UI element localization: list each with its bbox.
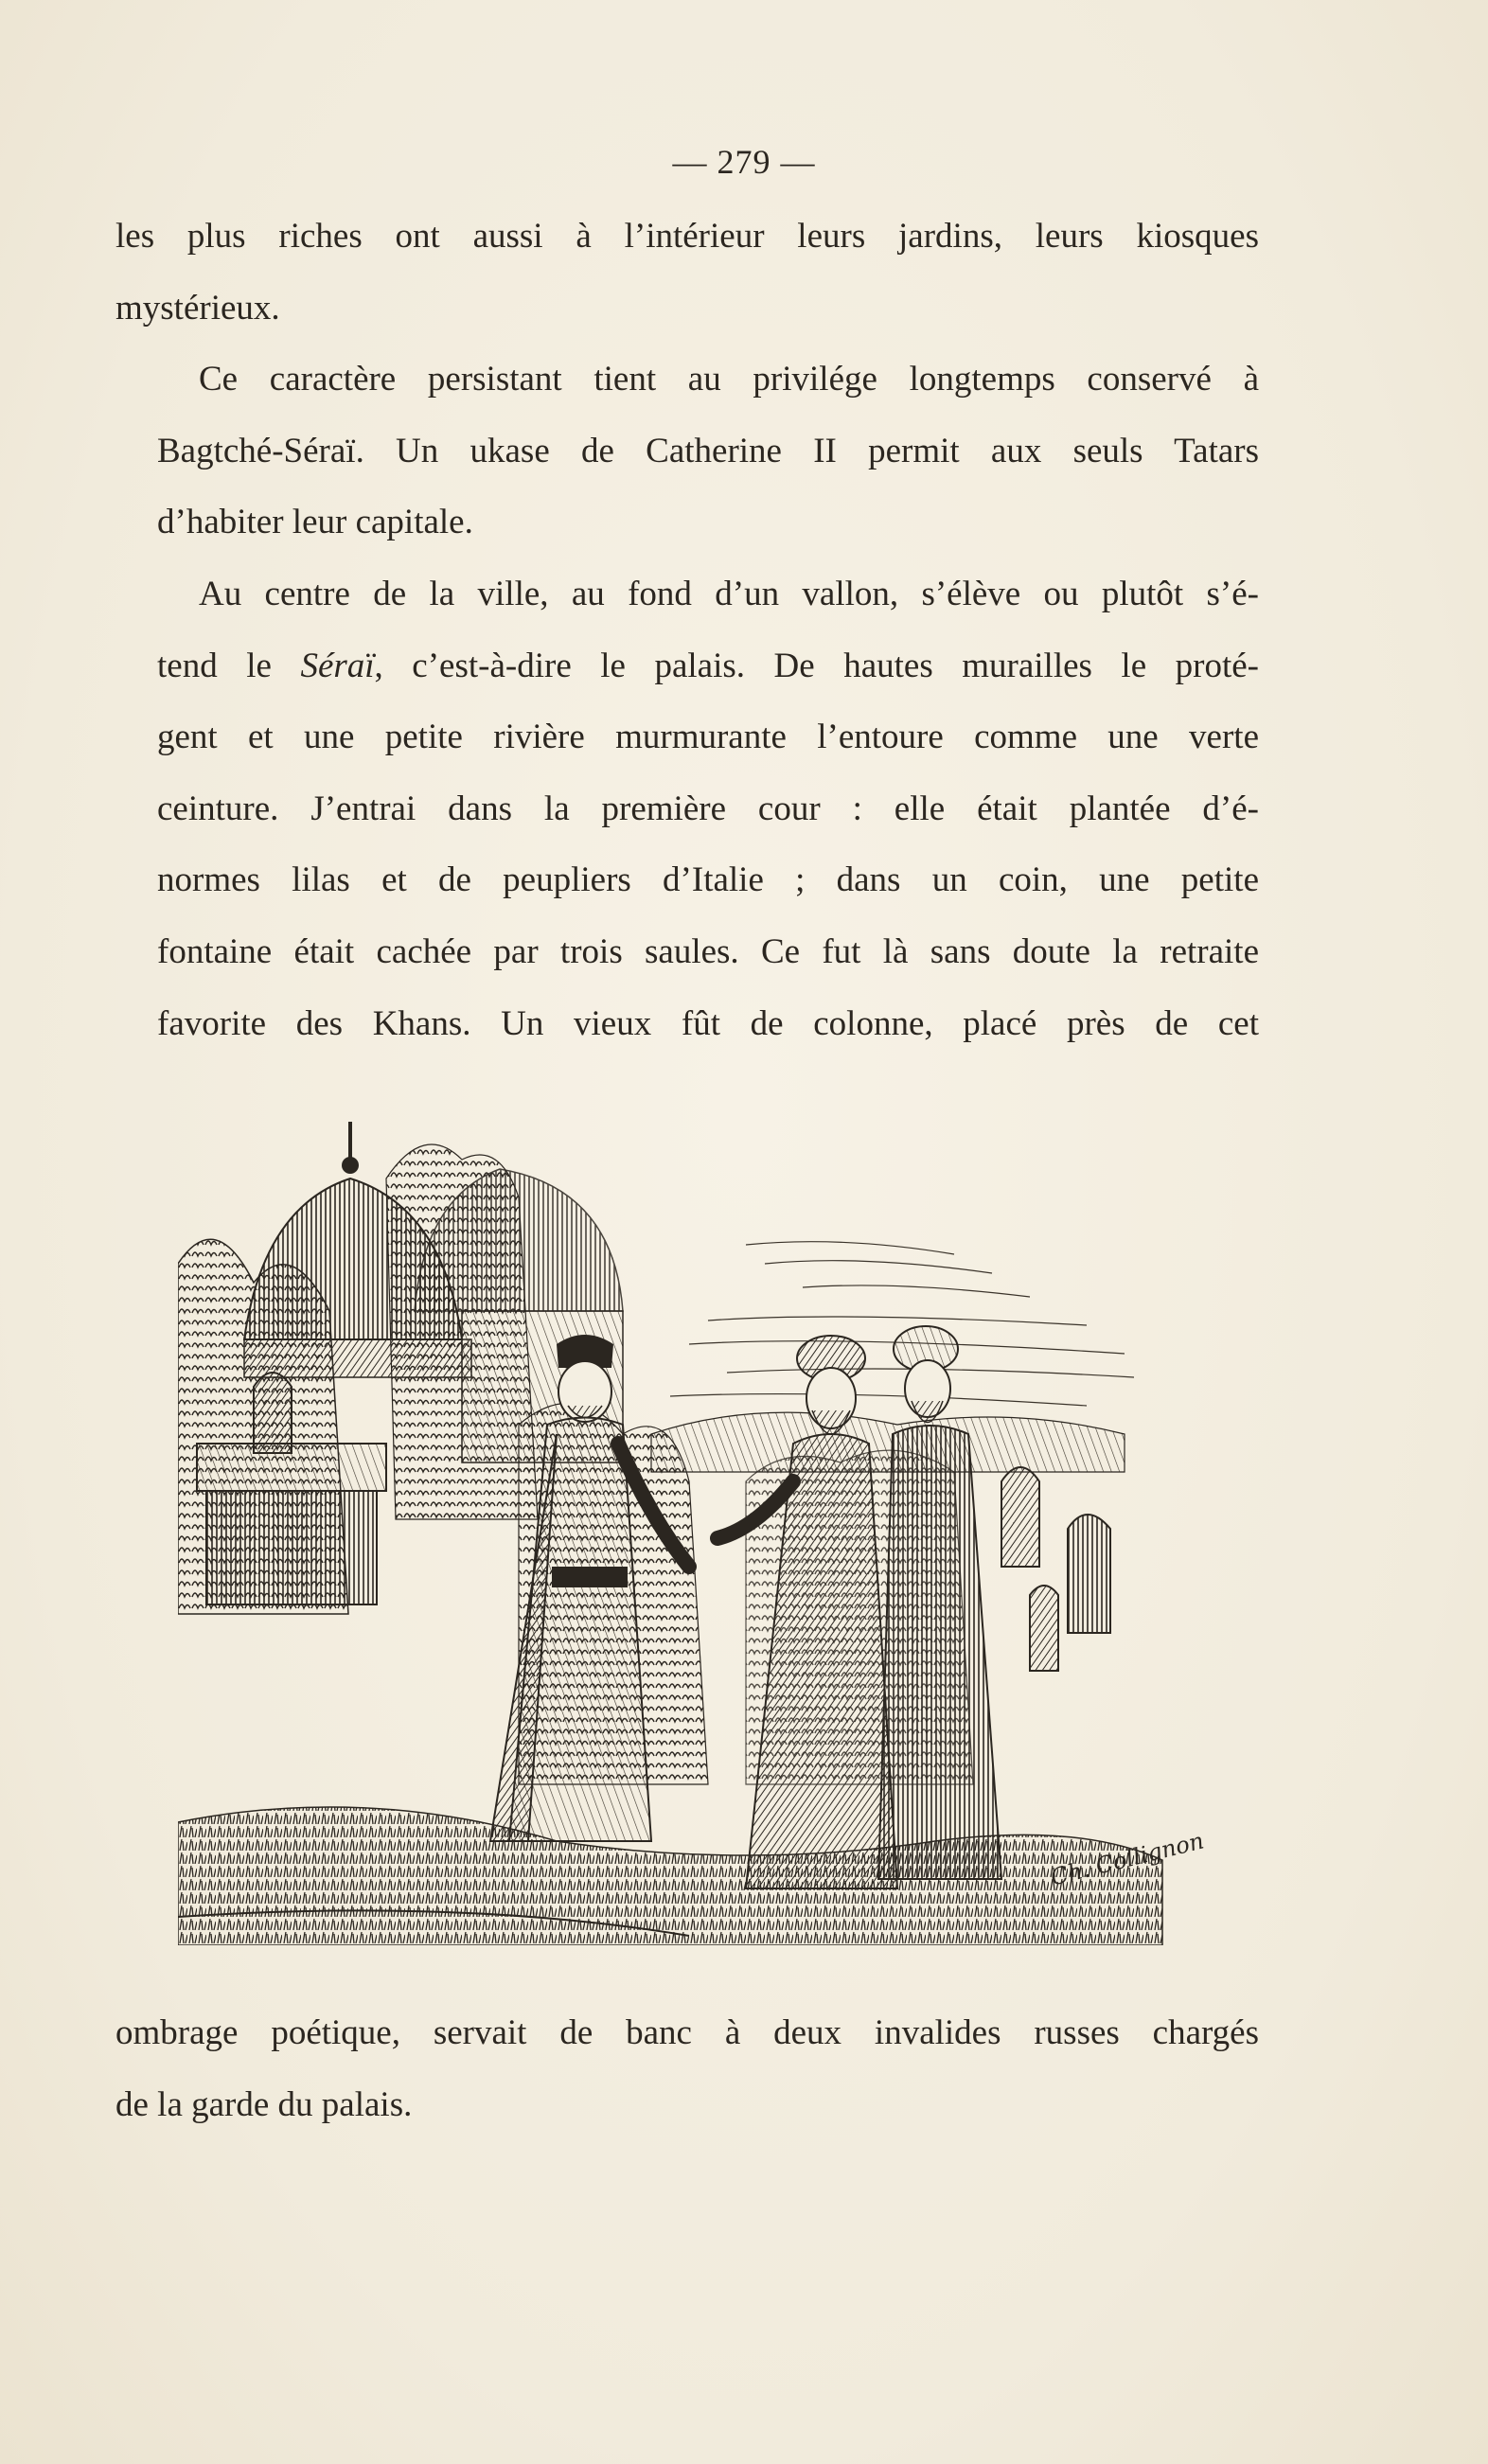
- figure-turbaned-man-2: [878, 1326, 1001, 1879]
- text-line: d’habiter leur capitale.: [157, 503, 473, 542]
- text-line: Au centre de la ville, au fond d’un vallon, s’élève ou plutôt s’é-: [199, 574, 1259, 613]
- text-line: ombrage poétique, servait de banc à deux invalides russes chargés: [115, 2013, 1259, 2052]
- text-fragment: , c’est-à-dire le palais. De hautes murailles le proté-: [374, 646, 1259, 685]
- paragraph: [115, 344, 1259, 558]
- text-line: Ce caractère persistant tient au privilége longtemps conservé à: [199, 360, 1259, 399]
- text-line: mystérieux.: [115, 288, 280, 328]
- text-block-bottom: [115, 1997, 1259, 2140]
- engraver-signature: Ch. Collignon: [1048, 1827, 1207, 1891]
- text-line: les plus riches ont aussi à l’intérieur leurs jardins, leurs kiosques: [115, 217, 1259, 256]
- paragraph: [115, 558, 1259, 1059]
- text-fragment: tend le: [157, 646, 301, 685]
- text-line: ceinture. J’entrai dans la première cour : elle était plantée d’é-: [157, 789, 1259, 828]
- text-line: normes lilas et de peupliers d’Italie ; dans un coin, une petite: [157, 860, 1259, 900]
- engraving-illustration: [178, 1122, 1200, 1945]
- tombstones: [1001, 1467, 1110, 1671]
- sky-clouds: [670, 1242, 1134, 1406]
- text-line: Bagtché-Séraï. Un ukase de Catherine II permit aux seuls Tatars: [157, 431, 1259, 470]
- text-block-top: [115, 201, 1259, 1059]
- italic-term: Séraï: [300, 646, 375, 685]
- text-line: de la garde du palais.: [115, 2084, 413, 2124]
- text-line: [115, 630, 1259, 702]
- page-number: — 279 —: [672, 143, 816, 181]
- engraving-scene: [178, 1122, 1200, 1945]
- text-line: gent et une petite rivière murmurante l’entoure comme une verte: [157, 718, 1259, 757]
- text-line: favorite des Khans. Un vieux fût de colonne, placé près de cet: [157, 1003, 1259, 1043]
- text-line: fontaine était cachée par trois saules. Ce fut là sans doute la retraite: [157, 931, 1259, 971]
- paragraph-continued: [115, 201, 1259, 344]
- paragraph-continued: [115, 1997, 1259, 2140]
- ground-foliage: [178, 1807, 1162, 1945]
